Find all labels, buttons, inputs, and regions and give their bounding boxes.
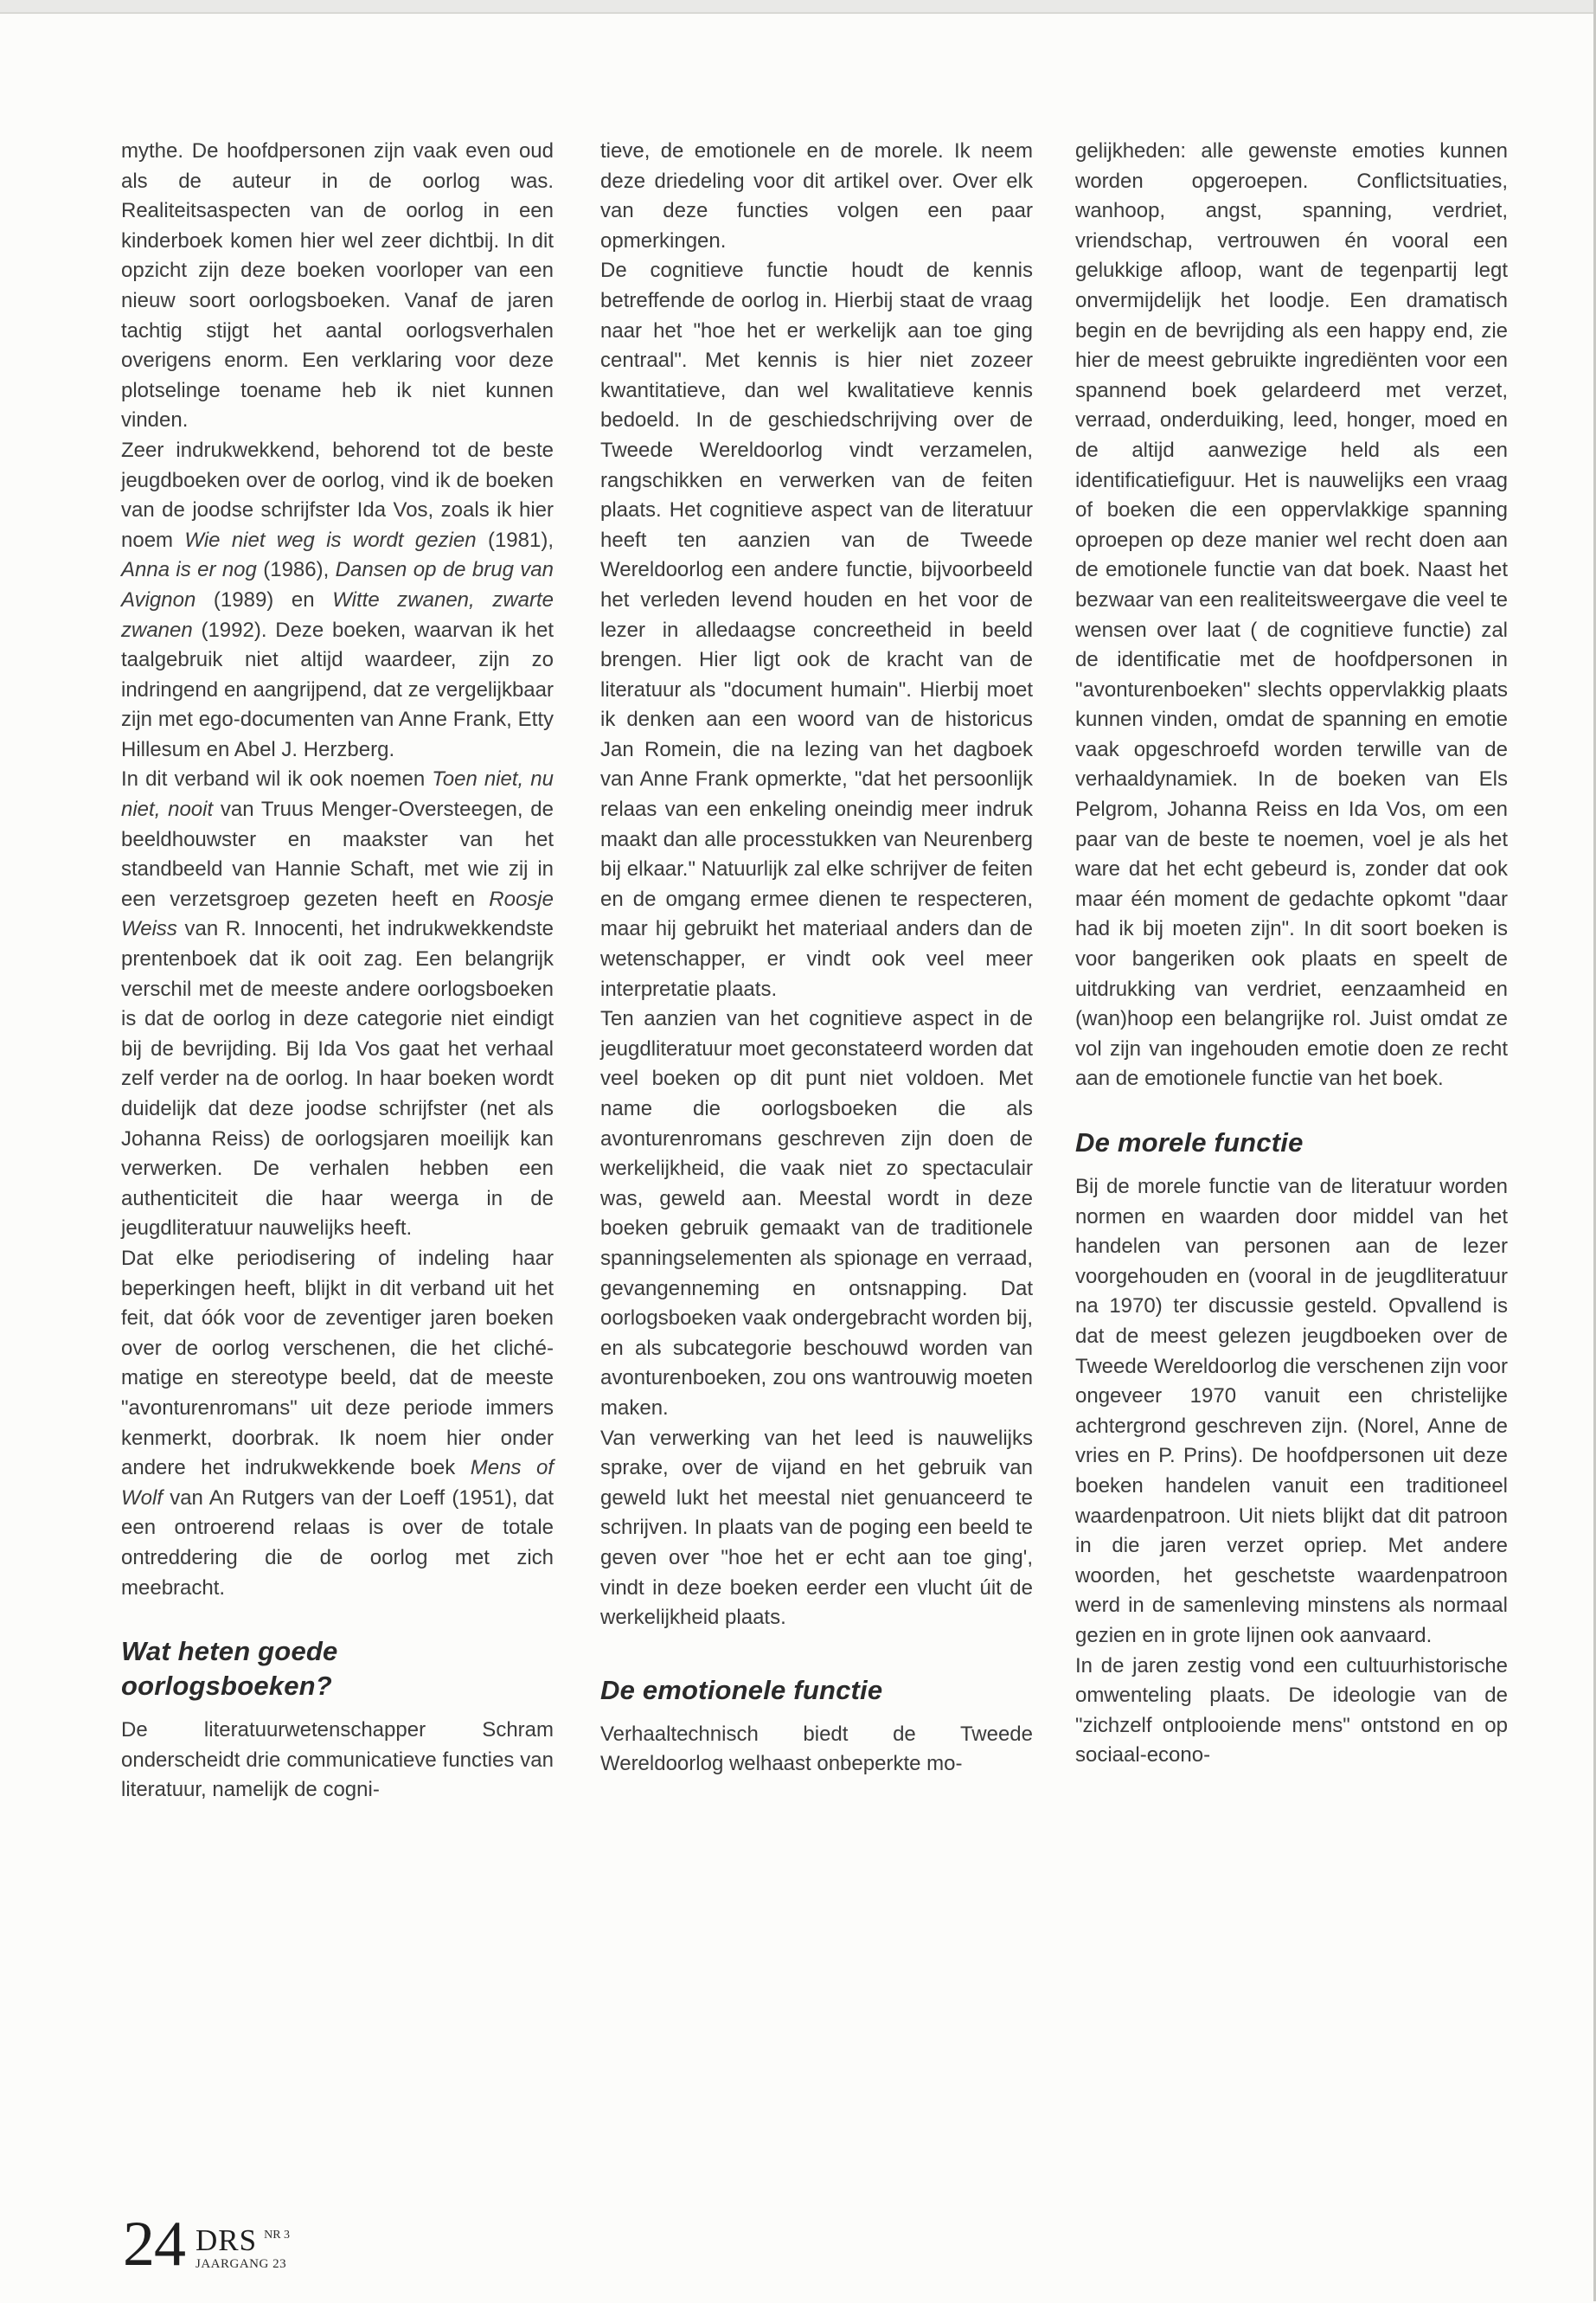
magazine-page xyxy=(0,12,1596,2303)
book-title: Roosje Weiss xyxy=(121,887,554,941)
paragraph: In de jaren zestig vond een cultuurhistorische omwenteling plaats. De ideologie van de "zichzelf ontplooiende mens" ontstond en op sociaal-econo- xyxy=(1075,1653,1508,1767)
paragraph: In dit verband wil ik ook noemen Toen niet, nu niet, nooit van Truus Menger-Oversteegen, de beeldhouwster en maakster van het standbeeld van Hannie Schaft, met wie zij in een verzetsgroep gezeten heeft en Roosje Weiss van R. Innocenti, het indrukwekkendste prentenboek dat ik ooit zag. Een belangrijk verschil met de meeste andere oorlogsboeken is dat de oorlog in deze categorie niet eindigt bij de bevrijding. Bij Ida Vos gaat het verhaal zelf verder na de oorlog. In haar boeken wordt duidelijk dat deze joodse schrijfster (net als Johanna Reiss) de oorlogsjaren moeilijk kan verwerken. De verhalen hebben een authenticiteit die haar weerga in de jeugdliteratuur nauwelijks heeft. xyxy=(121,767,554,1241)
paragraph: De cognitieve functie houdt de kennis betreffende de oorlog in. Hierbij staat de vraag naar het "hoe het er werkelijk aan toe ging centraal". Met kennis is hier niet zozeer kwantitatieve, dan wel kwalitatieve kennis bedoeld. In de geschiedschrijving over de Tweede Wereldoorlog vindt verzamelen, rangschikken en verwerken van de feiten plaats. Het cognitieve aspect van de literatuur heeft ten aanzien van de Tweede Wereldoorlog een andere functie, bijvoorbeeld het verleden levend houden en het voor de lezer in alledaagse concreetheid in beeld brengen. Hier ligt ook de kracht van de literatuur als "document humain". Hierbij moet ik denken aan een woord van de historicus Jan Romein, die na lezing van het dagboek van Anne Frank opmerkte, "dat het persoonlijk relaas van een enkeling oneindig meer indruk maakt dan alle processtukken van Neurenberg bij elkaar." Natuurlijk zal elke schrijver de feiten en de omgang ermee dienen te respecteren, maar hij gebruikt het materiaal anders dan de wetenschapper, er vindt ook veel meer interpretatie plaats. xyxy=(600,259,1033,1001)
paragraph: tieve, de emotionele en de morele. Ik neem deze driedeling voor dit artikel over. Over elk van deze functies volgen een paar opmerkingen. xyxy=(600,139,1033,253)
section-heading: Wat heten goede oorlogsboeken? xyxy=(121,1636,338,1702)
book-title: Anna is er nog xyxy=(121,558,257,582)
paragraph: Dat elke periodisering of indeling haar beperkingen heeft, blijkt in dit verband uit het feit, dat óók voor de zeventiger jaren boeken over de oorlog verschenen, die het cliché-matige en stereotype beeld, dat de meeste "avonturenromans" uit deze periode immers kenmerkt, doorbrak. Ik noem hier onder andere het indrukwekkende boek Mens of Wolf van An Rutgers van der Loeff (1951), dat een ontroerend relaas is over de totale ontreddering die de oorlog met zich meebracht. xyxy=(121,1246,554,1600)
magazine-masthead xyxy=(195,2223,291,2272)
book-title: Wie niet weg is wordt gezien xyxy=(184,528,477,552)
paragraph: Zeer indrukwekkend, behorend tot de beste jeugdboeken over de oorlog, vind ik de boeken van de joodse schrijfster Ida Vos, zoals ik hier noem Wie niet weg is wordt gezien (1981), Anna is er nog (1986), Dansen op de brug van Avignon (1989) en Witte zwanen, zwarte zwanen (1992). Deze boeken, waarvan ik het taalgebruik niet altijd waardeer, zijn zo indringend en aangrijpend, dat ze vergelijkbaar zijn met ego-documenten van Anne Frank, Etty Hillesum en Abel J. Herzberg. xyxy=(121,438,554,761)
page-number: 24 xyxy=(123,2209,185,2280)
paragraph: Ten aanzien van het cognitieve aspect in de jeugdliteratuur moet geconstateerd worden dat veel boeken op dit punt niet voldoen. Met name die oorlogsboeken die als avonturenromans geschreven zijn doen de werkelijkheid, die vaak niet zo spectaculair was, geweld aan. Meestal wordt in deze boeken gebruik gemaakt van de traditionele spanningselementen als spionage en verraad, gevangenneming en ontsnapping. Dat oorlogsboeken vaak ondergebracht worden bij, en als subcategorie beschouwd worden van avonturenboeken, zou ons wantrouwig moeten maken. xyxy=(600,1007,1033,1420)
column-3 xyxy=(1075,137,1508,1771)
section-heading: De morele functie xyxy=(1075,1127,1304,1158)
paragraph: Bij de morele functie van de literatuur worden normen en waarden door middel van het handelen van personen aan de lezer voorgehouden en (vooral in de jeugdliteratuur na 1970) ter discussie gesteld. Opvallend is dat de meest gelezen jeugdboeken over de Tweede Wereldoorlog die verschenen zijn voor ongeveer 1970 vanuit een christelijke achtergrond geschreven zijn. (Norel, Anne de vries en P. Prins). De hoofdpersonen uit deze boeken handelen vanuit een traditioneel waardenpatroon. Uit niets blijkt dat dit patroon in die jaren verzet opriep. Met andere woorden, het geschetste waardenpatroon werd in de samenleving minstens als normaal gezien en in grote lijnen ook aanvaard. xyxy=(1075,1175,1508,1647)
book-title: Dansen op de brug van Avignon xyxy=(121,558,554,612)
magazine-name: DRS xyxy=(195,2223,258,2257)
column-1 xyxy=(121,137,554,1806)
book-title: Mens of Wolf xyxy=(121,1456,554,1510)
issue-number: NR 3 xyxy=(264,2229,291,2242)
book-title: Toen niet, nu niet, nooit xyxy=(121,767,554,822)
paragraph: Van verwerking van het leed is nauwelijks sprake, over de vijand en het gebruik van geweld lukt het meestal niet genuanceerd te schrijven. In plaats van de poging een beeld te geven over "hoe het er echt aan toe ging', vindt in deze boeken eerder een vlucht úit de werkelijkheid plaats. xyxy=(600,1426,1033,1630)
book-title: Witte zwanen, zwarte zwanen xyxy=(121,587,554,642)
section-heading: De emotionele functie xyxy=(600,1674,883,1705)
paragraph: gelijkheden: alle gewenste emoties kunnen worden opgeroepen. Conflictsituaties, wanhoop, angst, spanning, verdriet, vriendschap, vertrouwen én vooral een gelukkige afloop, want de tegenpartij legt onvermijdelijk het loodje. Een dramatisch begin en de bevrijding als een happy end, zie hier de meest gebruikte ingrediënten voor een spannend boek gelardeerd met verzet, verraad, onderduiking, leed, honger, moed en de altijd aanwezige held als een identificatiefiguur. Het is nauwelijks een vraag of boeken die een oppervlakkige spanning oproepen op deze manier wel recht doen aan de emotionele functie van dat boek. Naast het bezwaar van een realiteitsweergave die veel te wensen over laat ( de cognitieve functie) zal de identificatie met de hoofdpersonen in "avonturenboeken" slechts oppervlakkig plaats kunnen vinden, omdat de spanning en emotie vaak opgeschroefd worden terwille van de verhaaldynamiek. In de boeken van Els Pelgrom, Johanna Reiss en Ida Vos, om een paar van de beste te noemen, voel je als het ware dat het echt gebeurd is, zonder dat ook maar één moment de gedachte opkomt "daar had ik bij moeten zijn". In dit soort boeken is voor bangeriken ook plaats en speelt de uitdrukking van verdriet, eenzaamheid en (wan)hoop een belangrijke rol. Juist omdat ze vol zijn van ingehouden emotie doen ze recht aan de emotionele functie van het boek. xyxy=(1075,139,1508,1091)
page-footer xyxy=(123,2209,291,2280)
volume-label: JAARGANG 23 xyxy=(195,2257,287,2271)
column-2 xyxy=(600,137,1033,1780)
paragraph: Verhaaltechnisch biedt de Tweede Wereldoorlog welhaast onbeperkte mo- xyxy=(600,1722,1033,1776)
paragraph: De literatuurwetenschapper Schram onderscheidt drie communicatieve functies van literatuur, namelijk de cogni- xyxy=(121,1718,554,1802)
paragraph: mythe. De hoofdpersonen zijn vaak even oud als de auteur in de oorlog was. Realiteitsaspecten van de oorlog in een kinderboek komen hier wel zeer dichtbij. In dit opzicht zijn deze boeken voorloper van een nieuw soort oorlogsboeken. Vanaf de jaren tachtig stijgt het aantal oorlogsverhalen overigens enorm. Een verklaring voor deze plotselinge toename heb ik niet kunnen vinden. xyxy=(121,139,554,433)
